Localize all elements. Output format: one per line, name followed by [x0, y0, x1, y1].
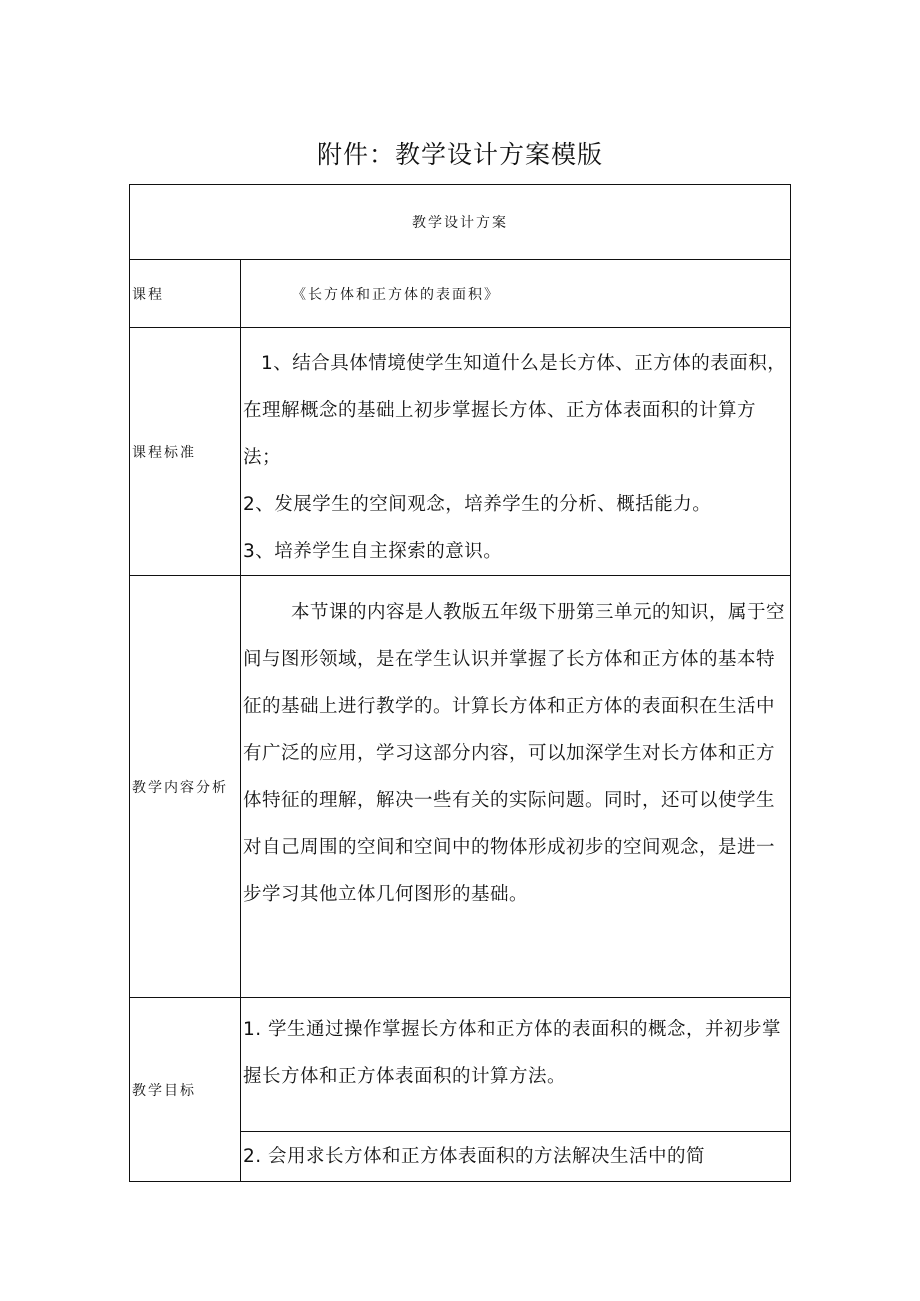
page-title: 附件：教学设计方案模版: [316, 140, 603, 169]
table-header-row: [130, 185, 791, 260]
objective-item-1: 1. 学生通过操作掌握长方体和正方体的表面积的概念，并初步掌握长方体和正方体表面积的计算方法。: [241, 998, 791, 1132]
objective-item-2: 2. 会用求长方体和正方体表面积的方法解决生活中的简: [241, 1132, 791, 1182]
row-label-standard: 课程标准: [130, 328, 241, 576]
standard-item-1: 1、结合具体情境使学生知道什么是长方体、正方体的表面积，在理解概念的基础上初步掌握长方体、正方体表面积的计算方法；: [243, 353, 787, 468]
table-row: [130, 998, 791, 1132]
table-header: 教学设计方案: [130, 185, 791, 260]
course-standard-content: [241, 328, 791, 576]
standard-item-2: 2、发展学生的空间观念，培养学生的分析、概括能力。: [243, 494, 712, 515]
row-label-content-analysis: 教学内容分析: [130, 576, 241, 998]
row-label-objectives: 教学目标: [130, 998, 241, 1182]
table-row: [130, 260, 791, 328]
lesson-plan-table: [129, 184, 791, 1182]
row-label-course: 课程: [130, 260, 241, 328]
standard-item-3: 3、培养学生自主探索的意识。: [243, 541, 503, 562]
table-row: [130, 328, 791, 576]
course-name: 《长方体和正方体的表面积》: [241, 260, 791, 328]
content-analysis-text: [241, 576, 791, 998]
table-row: [130, 576, 791, 998]
content-analysis-paragraph: 本节课的内容是人教版五年级下册第三单元的知识，属于空间与图形领域，是在学生认识并掌握了长方体和正方体的基本特征的基础上进行教学的。计算长方体和正方体的表面积在生活中有广泛的应用，学习这部分内容，可以加深学生对长方体和正方体特征的理解，解决一些有关的实际问题。同时，还可以使学生对自己周围的空间和空间中的物体形成初步的空间观念，是进一步学习其他立体几何图形的基础。: [243, 602, 786, 905]
